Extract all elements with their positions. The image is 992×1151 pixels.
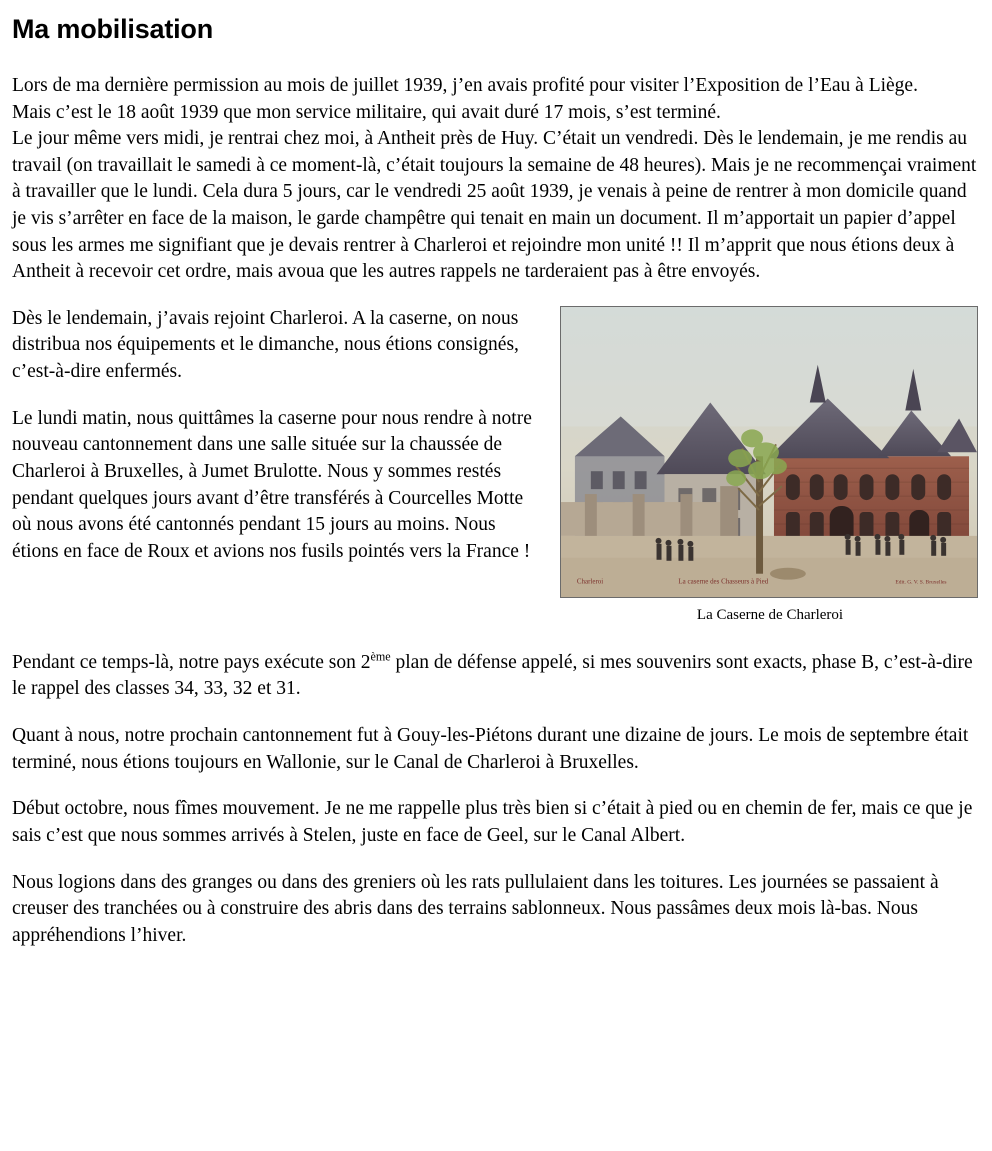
paragraph-call-up: Le jour même vers midi, je rentrai chez moi, à Antheit près de Huy. C’était un vendredi. Dès le lendemain, je me rendis au travail (on travaillait le samedi à ce moment-là, c’était toujours la semaine de 48 heures). Mais je ne recommençai vraiment à travailler que le lundi. Cela dura 5 jours, car le vendredi 25 août 1939, je venais à peine de rentrer à mon domicile quand je vis s’arrêter en face de la maison, le garde champêtre qui tenait en main un document. Il m’apportait un papier d’appel sous les armes me signifiant que je devais rentrer à Charleroi et rejoindre mon unité !! Il m’apprit que nous étions deux à Antheit à recevoir cet ordre, mais avoua que les autres rappels ne tarderaient pas à être envoyés. [12, 128, 977, 283]
spacer [12, 850, 980, 870]
postcard-image [560, 306, 978, 598]
figure-caserne-charleroi [560, 306, 980, 624]
postcard-illustration [561, 307, 977, 598]
spacer [12, 45, 980, 73]
spacer [12, 776, 980, 796]
postcard-right-text: Edit. G. V. S. Bruxelles [895, 579, 947, 586]
postcard-center-text: La caserne des Chasseurs à Pied [678, 577, 769, 586]
plan-text-before: Pendant ce temps-là, notre pays exécute son 2 [12, 651, 371, 673]
page-title: Ma mobilisation [12, 14, 214, 44]
paragraph-granges-greniers: Nous logions dans des granges ou dans des greniers où les rats pullulaient dans les toitures. Les journées se passaient à creuser des tranchées ou à construire des abris dans des terrains sablonneux. Nous passâmes deux mois là-bas. Nous appréhendions l’hiver. [12, 871, 939, 946]
paragraph-charleroi-arrival: Dès le lendemain, j’avais rejoint Charleroi. A la caserne, on nous distribua nos équipements et le dimanche, nous étions consignés, c’est-à-dire enfermés. [12, 307, 519, 383]
spacer [12, 703, 980, 723]
paragraph-defence-plan [12, 650, 980, 703]
paragraph-service-end: Mais c’est le 18 août 1939 que mon service militaire, qui avait duré 17 mois, s’est terminé. [12, 101, 721, 123]
paragraph-intro: Lors de ma dernière permission au mois de juillet 1939, j’en avais profité pour visiter l’Exposition de l’Eau à Liège. [12, 75, 918, 96]
postcard-left-text: Charleroi [576, 577, 604, 586]
spacer [12, 286, 980, 306]
paragraph-jumet-courcelles: Le lundi matin, nous quittâmes la caserne pour nous rendre à notre nouveau cantonnement dans une salle située sur la chaussée de Charleroi à Bruxelles, à Jumet Brulotte. Nous y sommes restés pendant quelques jours avant d’être transférés à Courcelles Motte où nous avons été cantonnés pendant 15 jours au moins. Nous étions en face de Roux et avions nos fusils pointés vers la France ! [12, 407, 532, 562]
paragraph-gouy-les-pietons: Quant à nous, notre prochain cantonnement fut à Gouy-les-Piétons durant une dizaine de jours. Le mois de septembre était terminé, nous étions toujours en Wallonie, sur le Canal de Charleroi à Bruxelles. [12, 725, 969, 773]
spacer [12, 630, 980, 650]
paragraph-stelen-geel: Début octobre, nous fîmes mouvement. Je ne me rappelle plus très bien si c’était à pied ou en chemin de fer, mais ce que je sais c’est que nous sommes arrivés à Stelen, juste en face de Geel, sur le Canal Albert. [12, 798, 973, 846]
plan-text-after: plan de défense appelé, si mes souvenirs sont exacts, phase B, c’est-à-dire le rappel des classes 34, 33, 32 et 31. [12, 651, 973, 700]
figure-caption: La Caserne de Charleroi [696, 606, 844, 623]
plan-ordinal-suffix: ème [370, 649, 391, 664]
